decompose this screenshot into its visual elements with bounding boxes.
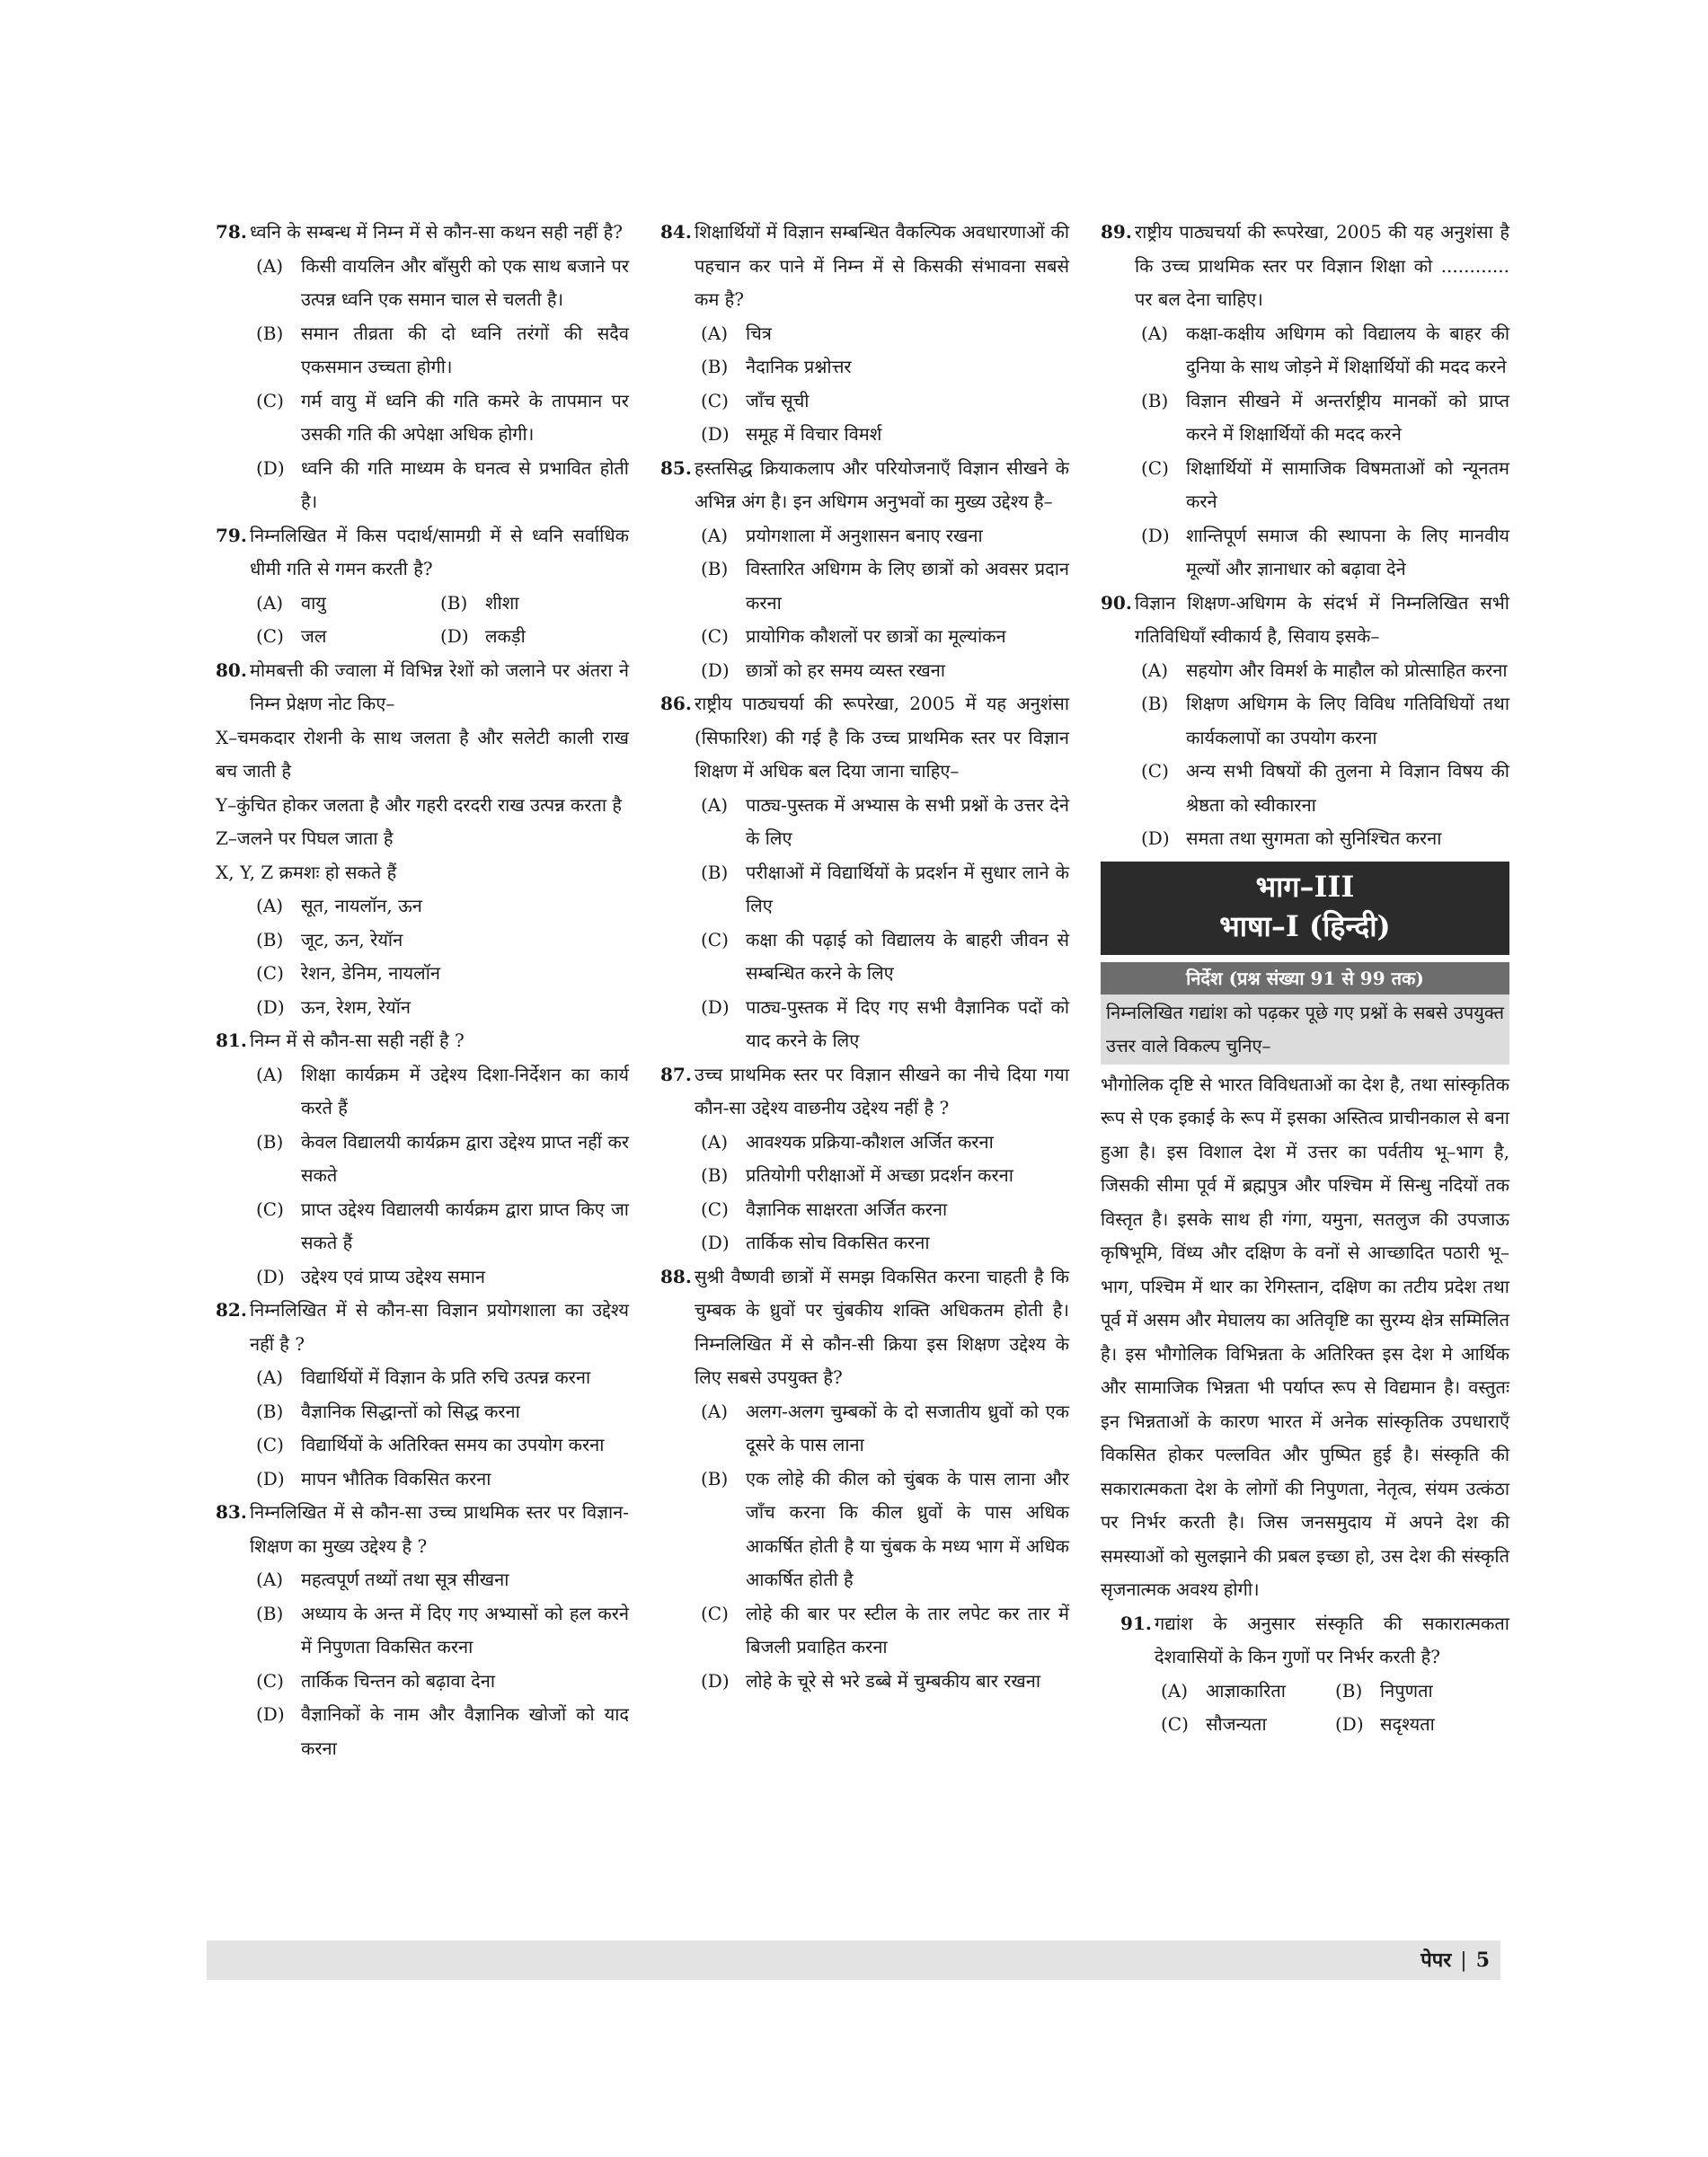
question-number: 88. [660, 1265, 692, 1287]
option-b: (B) विज्ञान सीखने में अन्तर्राष्ट्रीय मानकों को प्राप्त करने में शिक्षार्थियों की मदद करने [1141, 389, 1509, 445]
option-c: (C) प्रायोगिक कौशलों पर छात्रों का मूल्यांकन [701, 625, 1006, 647]
question-87 [660, 1058, 1069, 1260]
option-c: (C) जाँच सूची [701, 389, 810, 411]
option-b: (B) एक लोहे की कील को चुंबक के पास लाना और जाँच करना कि कील ध्रुवों के पास अधिक आकर्षित होती है या चुंबक के मध्य भाग में अधिक आकर्षित होती है [701, 1467, 1069, 1590]
page-footer [207, 1940, 1500, 1980]
statement-prompt: X, Y, Z क्रमशः हो सकते हैं [216, 861, 397, 883]
question-number: 86. [660, 693, 692, 714]
question-91 [1101, 1607, 1509, 1742]
option-c: (C) कक्षा की पढ़ाई को विद्यालय के बाहरी जीवन से सम्बन्धित करने के लिए [701, 928, 1069, 984]
option-c: (C) लोहे की बार पर स्टील के तार लपेट कर तार में बिजली प्रवाहित करना [701, 1602, 1069, 1658]
option-b: (B) जूट, ऊन, रेयॉन [256, 928, 403, 950]
option-b: (B) विस्तारित अधिगम के लिए छात्रों को अवसर प्रदान करना [701, 558, 1069, 614]
option-a: (A) विद्यार्थियों में विज्ञान के प्रति रुचि उत्पन्न करना [256, 1366, 591, 1388]
option-b: (B) नैदानिक प्रश्नोत्तर [701, 356, 852, 377]
option-c: (C) विद्यार्थियों के अतिरिक्त समय का उपयोग करना [256, 1434, 605, 1455]
instruction-box: निम्नलिखित गद्यांश को पढ़कर पूछे गए प्रश्नों के सबसे उपयुक्त उत्तर वाले विकल्प चुनिए– [1101, 995, 1509, 1065]
option-c: (C) अन्य सभी विषयों की तुलना मे विज्ञान विषय की श्रेष्ठता को स्वीकारना [1141, 760, 1509, 816]
question-79 [216, 519, 629, 654]
option-b: (B) समान तीव्रता की दो ध्वनि तरंगों की सदैव एकसमान उच्चता होगी। [256, 322, 629, 377]
question-number: 83. [216, 1501, 247, 1523]
option-d: (D) ध्वनि की गति माध्यम के घनत्व से प्रभावित होती है। [256, 456, 629, 512]
option-a: (A) सूत, नायलॉन, ऊन [256, 895, 422, 916]
question-number: 82. [216, 1299, 247, 1321]
option-b: (B) अध्याय के अन्त में दिए गए अभ्यासों को हल करने में निपुणता विकसित करना [256, 1602, 629, 1658]
option-a: (A) अलग-अलग चुम्बकों के दो सजातीय ध्रुवों को एक दूसरे के पास लाना [701, 1400, 1069, 1455]
statement-x: X–चमकदार रोशनी के साथ जलता है और सलेटी काली राख बच जाती है [216, 726, 629, 782]
question-text: निम्न में से कौन-सा सही नहीं है ? [250, 1030, 465, 1051]
option-d: (D) मापन भौतिक विकसित करना [256, 1467, 491, 1490]
question-text: विज्ञान शिक्षण-अधिगम के संदर्भ में निम्नलिखित सभी गतिविधियाँ स्वीकार्य है, सिवाय इसके– [1135, 591, 1509, 647]
option-b: (B) निपुणता [1335, 1679, 1433, 1702]
question-84 [660, 216, 1069, 452]
option-a: (A) आवश्यक प्रक्रिया-कौशल अर्जित करना [701, 1130, 994, 1153]
section-header [1101, 862, 1509, 955]
page-number: 5 [1475, 1949, 1490, 1972]
section-part-title: भाग–III [1255, 869, 1355, 904]
column-2 [660, 216, 1069, 1698]
question-89 [1101, 216, 1509, 587]
question-number: 80. [216, 659, 247, 681]
option-d: (D) समता तथा सुगमता को सुनिश्चित करना [1141, 827, 1442, 849]
question-83 [216, 1496, 629, 1765]
option-c: (C) जल [256, 625, 327, 647]
option-d: (D) समूह में विचार विमर्श [701, 423, 882, 445]
option-a: (A) कक्षा-कक्षीय अधिगम को विद्यालय के बाहर की दुनिया के साथ जोड़ने में शिक्षार्थियों की मदद करने [1141, 322, 1509, 377]
option-d: (D) पाठ्य-पुस्तक में दिए गए सभी वैज्ञानिक पदों को याद करने के लिए [701, 995, 1069, 1051]
footer-separator: | [1460, 1949, 1467, 1972]
statement-y: Y–कुंचित होकर जलता है और गहरी दरदरी राख उत्पन्न करता है [216, 793, 622, 816]
page-label [1420, 1946, 1490, 1973]
question-text: ध्वनि के सम्बन्ध में निम्न में से कौन-सा कथन सही नहीं है? [250, 221, 623, 243]
option-d: (D) लोहे के चूरे से भरे डब्बे में चुम्बकीय बार रखना [701, 1669, 1041, 1692]
paper-label: पेपर [1420, 1949, 1452, 1972]
option-d: (D) तार्किक सोच विकसित करना [701, 1232, 930, 1253]
question-82 [216, 1294, 629, 1496]
option-b: (B) वैज्ञानिक सिद्धान्तों को सिद्ध करना [256, 1400, 520, 1422]
question-number: 78. [216, 221, 247, 243]
option-b: (B) परीक्षाओं में विद्यार्थियों के प्रदर्शन में सुधार लाने के लिए [701, 861, 1069, 916]
option-b: (B) शीशा [440, 591, 519, 614]
question-text: राष्ट्रीय पाठ्यचर्या की रूपरेखा, 2005 की यह अनुशंसा है कि उच्च प्राथमिक स्तर पर विज्ञान शिक्षा को ............ पर बल देना चाहिए। [1135, 221, 1509, 310]
option-a: (A) महत्वपूर्ण तथ्यों तथा सूत्र सीखना [256, 1569, 509, 1590]
question-85 [660, 452, 1069, 688]
question-90 [1101, 587, 1509, 856]
option-a: (A) किसी वायलिन और बाँसुरी को एक साथ बजाने पर उत्पन्न ध्वनि एक समान चाल से चलती है। [256, 254, 629, 310]
question-number: 89. [1101, 221, 1132, 243]
question-number: 79. [216, 524, 247, 546]
directions-bar: निर्देश (प्रश्न संख्या 91 से 99 तक) [1101, 962, 1509, 995]
passage: भौगोलिक दृष्टि से भारत विविधताओं का देश है, तथा सांस्कृतिक रूप से एक इकाई के रूप में इसका अस्तित्व प्राचीनकाल से बना हुआ है। इस विशाल देश में उत्तर का पर्वतीय भू–भाग है, जिसकी सीमा पूर्व में ब्रह्मपुत्र और पश्चिम में सिन्धु नदियों तक विस्तृत है। इसके साथ ही गंगा, यमुना, सतलुज की उपजाऊ कृषिभूमि, विंध्य और दक्षिण के वनों से आच्छादित पठारी भू–भाग, पश्चिम में थार का रेगिस्तान, दक्षिण का तटीय प्रदेश तथा पूर्व में असम और मेघालय का अतिवृष्टि का सुरम्य क्षेत्र सम्मिलित है। इस भौगोलिक विभिन्नता के अतिरिक्त इस देश मे आर्थिक और सामाजिक भिन्नता भी पर्याप्त रूप से विद्यमान है। वस्तुतः इन भिन्नताओं के कारण भारत में अनेक सांस्कृतिक उपधाराएँ विकसित होकर पल्लवित और पुष्पित हुई है। संस्कृति की सकारात्मकता देश के लोगों की निपुणता, नेतृत्व, संयम उत्कंठा पर निर्भर करती है। जिस जनसमुदाय में अपने देश की समस्याओं को सुलझाने की प्रबल इच्छा हो, उस देश की संस्कृति सृजनात्मक अवश्य होगी। [1101, 1073, 1509, 1600]
option-b: (B) केवल विद्यालयी कार्यक्रम द्वारा उद्देश्य प्राप्त नहीं कर सकते [256, 1130, 629, 1186]
option-a: (A) आज्ञाकारिता [1161, 1679, 1286, 1702]
question-text: मोमबत्ती की ज्वाला में विभिन्न रेशों को जलाने पर अंतरा ने निम्न प्रेक्षण नोट किए– [250, 659, 629, 714]
question-78 [216, 216, 629, 519]
question-text: गद्यांश के अनुसार संस्कृति की सकारात्मकता देशवासियों के किन गुणों पर निर्भर करती है? [1155, 1612, 1509, 1667]
option-b: (B) प्रतियोगी परीक्षाओं में अच्छा प्रदर्शन करना [701, 1164, 1013, 1186]
question-number: 90. [1101, 591, 1132, 614]
column-3 [1101, 216, 1509, 1742]
question-81 [216, 1024, 629, 1294]
option-c: (C) तार्किक चिन्तन को बढ़ावा देना [256, 1669, 496, 1692]
question-86 [660, 687, 1069, 1058]
option-a: (A) सहयोग और विमर्श के माहौल को प्रोत्साहित करना [1141, 659, 1508, 681]
option-a: (A) शिक्षा कार्यक्रम में उद्देश्य दिशा-निर्देशन का कार्य करते हैं [256, 1063, 629, 1118]
question-number: 84. [660, 221, 692, 243]
option-d: (D) छात्रों को हर समय व्यस्त रखना [701, 659, 946, 681]
option-a: (A) वायु [256, 591, 326, 614]
question-number: 87. [660, 1063, 692, 1085]
option-b: (B) शिक्षण अधिगम के लिए विविध गतिविधियों तथा कार्यकलापों का उपयोग करना [1141, 693, 1509, 748]
question-80 [216, 654, 629, 1025]
option-d: (D) शान्तिपूर्ण समाज की स्थापना के लिए मानवीय मूल्यों और ज्ञानाधार को बढ़ावा देने [1141, 524, 1509, 579]
option-a: (A) चित्र [701, 322, 772, 344]
option-d: (D) सदृश्यता [1335, 1713, 1435, 1735]
question-text: हस्तसिद्ध क्रियाकलाप और परियोजनाएँ विज्ञान सीखने के अभिन्न अंग है। इन अधिगम अनुभवों का मुख्य उद्देश्य है– [695, 456, 1069, 512]
question-88 [660, 1260, 1069, 1699]
question-text: राष्ट्रीय पाठ्यचर्या की रूपरेखा, 2005 में यह अनुशंसा (सिफारिश) की गई है कि उच्च प्राथमिक स्तर पर विज्ञान शिक्षण में अधिक बल दिया जाना चाहिए– [695, 693, 1069, 782]
question-text: सुश्री वैष्णवी छात्रों में समझ विकसित करना चाहती है कि चुम्बक के ध्रुवों पर चुंबकीय शक्ति अधिकतम होती है। निम्नलिखित में से कौन-सी क्रिया इस शिक्षण उद्देश्य के लिए सबसे उपयुक्त है? [695, 1265, 1069, 1388]
option-c: (C) सौजन्यता [1161, 1713, 1267, 1735]
question-text: शिक्षार्थियों में विज्ञान सम्बन्धित वैकल्पिक अवधारणाओं की पहचान कर पाने में निम्न में से किसकी संभावना सबसे कम है? [695, 221, 1069, 310]
option-d: (D) लकड़ी [440, 625, 526, 647]
question-text: उच्च प्राथमिक स्तर पर विज्ञान सीखने का नीचे दिया गया कौन-सा उद्देश्य वाछनीय उद्देश्य नहीं है ? [695, 1063, 1069, 1118]
question-number: 85. [660, 456, 692, 479]
option-d: (D) उद्देश्य एवं प्राप्य उद्देश्य समान [256, 1265, 486, 1287]
question-text: निम्नलिखित में से कौन-सा विज्ञान प्रयोगशाला का उद्देश्य नहीं है ? [250, 1299, 629, 1355]
column-1 [216, 216, 629, 1765]
question-number: 91. [1120, 1612, 1152, 1634]
option-d: (D) ऊन, रेशम, रेयॉन [256, 995, 412, 1018]
question-number: 81. [216, 1030, 247, 1051]
statement-z: Z–जलने पर पिघल जाता है [216, 827, 394, 849]
option-c: (C) वैज्ञानिक साक्षरता अर्जित करना [701, 1198, 948, 1220]
option-d: (D) वैज्ञानिकों के नाम और वैज्ञानिक खोजों को याद करना [256, 1703, 629, 1759]
question-text: निम्नलिखित में से कौन-सा उच्च प्राथमिक स्तर पर विज्ञान-शिक्षण का मुख्य उद्देश्य है ? [250, 1501, 629, 1557]
question-text: निम्नलिखित में किस पदार्थ/सामग्री में से ध्वनि सर्वाधिक धीमी गति से गमन करती है? [250, 524, 629, 579]
option-c: (C) रेशन, डेनिम, नायलॉन [256, 962, 440, 984]
option-a: (A) प्रयोगशाला में अनुशासन बनाए रखना [701, 524, 983, 546]
option-c: (C) गर्म वायु में ध्वनि की गति कमरे के तापमान पर उसकी गति की अपेक्षा अधिक होगी। [256, 389, 629, 445]
section-language-title: भाषा–I (हिन्दी) [1219, 908, 1391, 943]
option-a: (A) पाठ्य-पुस्तक में अभ्यास के सभी प्रश्नों के उत्तर देने के लिए [701, 793, 1069, 849]
option-c: (C) प्राप्त उद्देश्य विद्यालयी कार्यक्रम द्वारा प्राप्त किए जा सकते हैं [256, 1198, 629, 1253]
option-c: (C) शिक्षार्थियों में सामाजिक विषमताओं को न्यूनतम करने [1141, 456, 1509, 512]
